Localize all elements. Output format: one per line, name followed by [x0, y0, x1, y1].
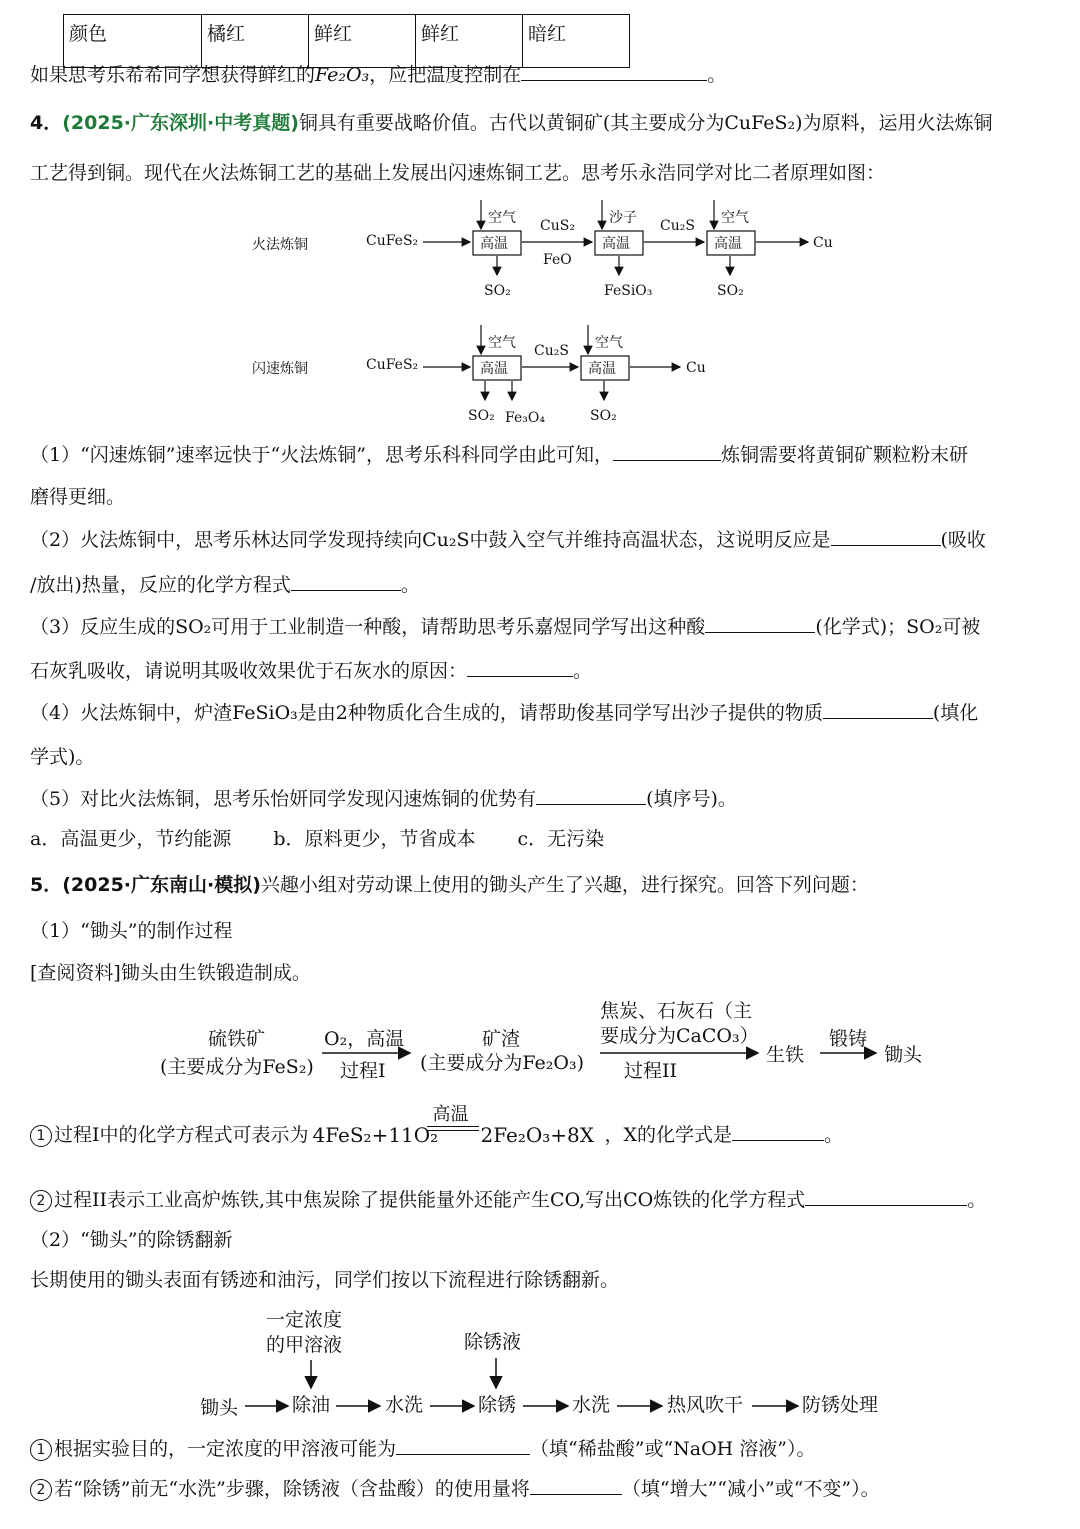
q5-intro: 5．(2025·广东南山·模拟)兴趣小组对劳动课上使用的锄头产生了兴趣，进行探究。回答下列问题：	[30, 874, 869, 896]
answer-blank[interactable]	[823, 700, 933, 719]
circle-number: 1	[30, 1125, 52, 1147]
q4-part2-cont: /放出)热量，反应的化学方程式 。	[30, 574, 420, 596]
table-cell: 橘红	[202, 15, 309, 68]
feed-label: CuFeS₂	[366, 233, 419, 249]
svg-text:锻铸: 锻铸	[829, 1028, 868, 1050]
svg-text:Fe₃O₄: Fe₃O₄	[505, 410, 545, 426]
svg-text:矿渣: 矿渣	[482, 1028, 521, 1050]
answer-blank[interactable]	[467, 658, 573, 677]
svg-text:沙子: 沙子	[609, 210, 637, 226]
answer-blank[interactable]	[831, 527, 941, 546]
q3-tail: 如果思考乐希希同学想获得鲜红的Fe₂O₃，应把温度控制在 。	[30, 64, 727, 86]
rust-removal-flow	[190, 1300, 910, 1425]
q4-part4-cont: 学式)。	[30, 746, 95, 768]
q5-sub4: 2 若“除锈”前无“水洗”步骤，除锈液（含盐酸）的使用量将 （填“增大”“减小”或“不变”）。	[30, 1476, 880, 1502]
svg-text:SO₂: SO₂	[484, 283, 511, 299]
q4-part2: （2）火法炼铜中，思考乐林达同学发现持续向Cu₂S中鼓入空气并维持高温状态，这说明反应是 (吸收	[30, 529, 986, 551]
q5-section2-intro: 长期使用的锄头表面有锈迹和油污，同学们按以下流程进行除锈翻新。	[30, 1269, 620, 1291]
svg-text:高温: 高温	[714, 236, 742, 252]
flow-step: 水洗	[385, 1394, 424, 1416]
q5-reference: [查阅资料]锄头由生铁锻造制成。	[30, 962, 311, 984]
circle-number: 1	[30, 1439, 52, 1461]
svg-text:(主要成分为Fe₂O₃): (主要成分为Fe₂O₃)	[420, 1052, 585, 1074]
svg-text:SO₂: SO₂	[590, 408, 617, 424]
q5-source: (2025·广东南山·模拟)	[62, 874, 261, 896]
svg-text:焦炭、石灰石（主: 焦炭、石灰石（主	[600, 1000, 753, 1022]
svg-text:高温: 高温	[602, 236, 630, 252]
chemical-equation: 4FeS₂+11O₂ 高温 2Fe₂O₃+8X	[312, 1104, 595, 1147]
table-cell: 暗红	[523, 15, 630, 68]
fe2o3-formula: Fe₂O₃	[315, 64, 370, 86]
svg-text:Cu₂S: Cu₂S	[534, 343, 569, 359]
q4-part3: （3）反应生成的SO₂可用于工业制造一种酸，请帮助思考乐嘉煜同学写出这种酸 (化学式)；SO₂可被	[30, 616, 981, 638]
q4-intro-line2: 工艺得到铜。现代在火法炼铜工艺的基础上发展出闪速炼铜工艺。思考乐永浩同学对比二者原理如图：	[30, 162, 886, 184]
flow-step: 锄头	[200, 1397, 239, 1419]
answer-blank[interactable]	[805, 1187, 967, 1206]
svg-text:空气: 空气	[488, 210, 516, 226]
svg-text:空气: 空气	[595, 335, 623, 351]
answer-blank[interactable]	[536, 786, 646, 805]
svg-text:高温: 高温	[480, 236, 508, 252]
copper-smelting-diagram	[240, 195, 880, 430]
svg-text:高温: 高温	[588, 361, 616, 377]
svg-text:锄头: 锄头	[884, 1044, 923, 1066]
q4-source: (2025·广东深圳·中考真题)	[62, 112, 299, 134]
svg-text:FeO: FeO	[543, 252, 572, 268]
table-cell: 颜色	[64, 15, 202, 68]
q5-sub1: 1 过程I中的化学方程式可表示为 4FeS₂+11O₂ 高温 2Fe₂O₃+8X ，X的化学式是 。	[30, 1122, 843, 1148]
svg-text:硫铁矿: 硫铁矿	[208, 1028, 266, 1050]
iron-making-flow	[150, 995, 950, 1090]
q4-part5: （5）对比火法炼铜，思考乐怡妍同学发现闪速炼铜的优势有 (填序号)。	[30, 788, 737, 810]
q4-part1-cont: 磨得更细。	[30, 486, 126, 508]
answer-blank[interactable]	[521, 62, 707, 81]
answer-blank[interactable]	[732, 1122, 824, 1141]
flow-step: 除锈	[478, 1394, 517, 1416]
flow-step: 防锈处理	[802, 1394, 879, 1416]
svg-text:空气: 空气	[721, 210, 749, 226]
row1-label: 火法炼铜	[252, 237, 308, 253]
answer-blank[interactable]	[705, 614, 815, 633]
q5-section1: （1）“锄头”的制作过程	[30, 920, 233, 942]
table-cell: 鲜红	[309, 15, 416, 68]
svg-text:O₂，高温: O₂，高温	[324, 1028, 405, 1050]
svg-text:生铁: 生铁	[766, 1044, 805, 1066]
svg-text:一定浓度: 一定浓度	[266, 1309, 343, 1331]
svg-text:除锈液: 除锈液	[464, 1331, 522, 1353]
circle-number: 2	[30, 1190, 52, 1212]
answer-blank[interactable]	[396, 1436, 530, 1455]
q4-intro-line1: 4．(2025·广东深圳·中考真题)铜具有重要战略价值。古代以黄铜矿(其主要成分为CuFeS₂)为原料，运用火法炼铜	[30, 112, 993, 134]
svg-text:(主要成分为FeS₂): (主要成分为FeS₂)	[160, 1056, 314, 1078]
table-cell: 鲜红	[416, 15, 523, 68]
q5-sub2: 2 过程II表示工业高炉炼铁,其中焦炭除了提供能量外还能产生CO,写出CO炼铁的化学方程式 。	[30, 1187, 986, 1213]
q4-part4: （4）火法炼铜中，炉渣FeSiO₃是由2种物质化合生成的，请帮助俊基同学写出沙子提供的物质 (填化	[30, 702, 979, 724]
color-table	[63, 14, 630, 68]
svg-text:高温: 高温	[480, 361, 508, 377]
flow-step: 水洗	[572, 1394, 611, 1416]
q5-section2: （2）“锄头”的除锈翻新	[30, 1229, 233, 1251]
q5-sub3: 1 根据实验目的，一定浓度的甲溶液可能为 （填“稀盐酸”或“NaOH 溶液”）。	[30, 1436, 816, 1462]
circle-number: 2	[30, 1479, 52, 1501]
flow-step: 热风吹干	[667, 1394, 744, 1416]
svg-text:过程I: 过程I	[340, 1060, 386, 1082]
q4-part3-cont: 石灰乳吸收，请说明其吸收效果优于石灰水的原因： 。	[30, 660, 593, 682]
svg-text:CuS₂: CuS₂	[540, 218, 575, 234]
svg-text:Cu: Cu	[813, 235, 833, 251]
option-c[interactable]: c．无污染	[517, 828, 605, 850]
svg-text:FeSiO₃: FeSiO₃	[604, 283, 653, 299]
answer-blank[interactable]	[613, 442, 721, 461]
flow-step: 除油	[292, 1394, 331, 1416]
svg-text:要成分为CaCO₃）: 要成分为CaCO₃）	[600, 1025, 759, 1047]
svg-text:CuFeS₂: CuFeS₂	[366, 357, 419, 373]
svg-text:的甲溶液: 的甲溶液	[266, 1334, 343, 1356]
option-a[interactable]: a．高温更少，节约能源	[30, 828, 232, 850]
svg-text:空气: 空气	[488, 335, 516, 351]
option-b[interactable]: b．原料更少，节省成本	[273, 828, 476, 850]
answer-blank[interactable]	[530, 1476, 622, 1495]
svg-text:Cu₂S: Cu₂S	[660, 218, 695, 234]
q4-part1: （1）“闪速炼铜”速率远快于“火法炼铜”，思考乐科科同学由此可知， 炼铜需要将黄铜矿颗粒粉末研	[30, 444, 968, 466]
svg-text:过程II: 过程II	[624, 1060, 678, 1082]
row2-label: 闪速炼铜	[252, 361, 308, 377]
answer-blank[interactable]	[291, 572, 401, 591]
q4-options	[30, 826, 604, 852]
svg-text:SO₂: SO₂	[717, 283, 744, 299]
svg-text:SO₂: SO₂	[468, 408, 495, 424]
svg-text:Cu: Cu	[686, 360, 706, 376]
